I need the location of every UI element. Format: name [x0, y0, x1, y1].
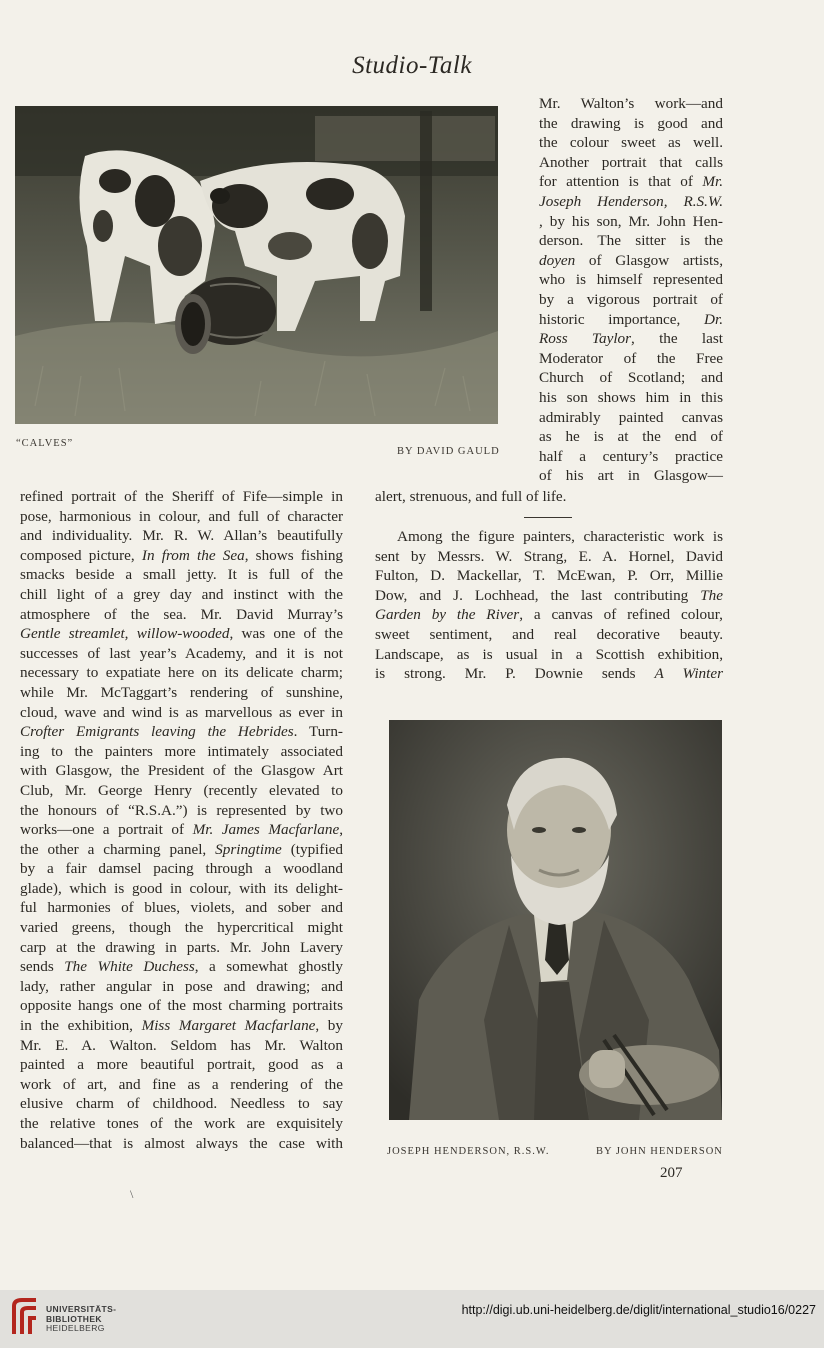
library-name-line: HEIDELBERG [46, 1323, 105, 1333]
text-line: the honours of “R.S.A.”) is represented by two [20, 801, 343, 819]
right-top-column [539, 94, 723, 486]
left-column [20, 487, 343, 1153]
text-line: Gentle streamlet, willow-wooded, was one of the [20, 625, 343, 643]
italic-title: A Winter [654, 665, 724, 683]
text-line: Crofter Emigrants leaving the Hebrides. Turn- [20, 723, 343, 741]
italic-title: The [700, 586, 723, 604]
text-line: Church of Scotland; and [539, 369, 723, 387]
italic-word: doyen [539, 251, 576, 269]
right-continuation [375, 487, 725, 507]
text-line: Another portrait that calls [539, 153, 723, 171]
italic-title: Springtime [215, 840, 282, 858]
portrait-illustration [389, 720, 722, 1120]
text-line: Ross Taylor, the last [539, 330, 723, 348]
text-line: Mr. Walton’s work—and [539, 95, 723, 112]
text-line: glade), which is good in colour, with its delight- [20, 879, 343, 897]
text-line: with Glasgow, the President of the Glasgow Art [20, 762, 343, 780]
calves-caption-title: “CALVES” [16, 438, 74, 449]
text-line: sent by Messrs. W. Strang, E. A. Hornel, David [375, 547, 723, 565]
text-line: Dow, and J. Lochhead, the last contributing The [375, 586, 723, 604]
calves-illustration [15, 106, 498, 424]
text-line: necessary to expatiate here on its delicate charm; [20, 664, 343, 682]
right-mid-column [375, 527, 723, 684]
page-number: 207 [660, 1165, 683, 1181]
italic-title: Mr. [702, 173, 723, 191]
text-line: painted a more beautiful portrait, good as a [20, 1056, 343, 1074]
text-line: Mr. E. A. Walton. Seldom has Mr. Walton [20, 1036, 343, 1054]
italic-title: Mr. James Macfarlane [192, 821, 340, 839]
footer-bar [0, 1290, 824, 1348]
italic-title: In from the Sea [141, 546, 245, 564]
text-line: cloud, wave and wind is as marvellous as ever in [20, 703, 343, 721]
portrait-caption-title: JOSEPH HENDERSON, R.S.W. [387, 1146, 550, 1157]
text-line: as he is at the end of [539, 428, 723, 446]
italic-title: Joseph Henderson, R.S.W. [539, 192, 723, 210]
library-name-line: UNIVERSITÄTS- [46, 1304, 117, 1314]
text-line: by a vigorous portrait of [539, 290, 723, 308]
text-line: successes of last year’s Academy, and it is not [20, 644, 343, 662]
text-line: ful harmonies of blues, violets, and sober and [20, 899, 343, 917]
italic-title: Garden by the River [375, 606, 520, 624]
print-mark: \ [130, 1187, 134, 1201]
text-line: by a fair damsel pacing through a woodland [20, 860, 343, 878]
text-line: alert, strenuous, and full of life. [375, 488, 567, 505]
source-url-link[interactable]: http://digi.ub.uni-heidelberg.de/diglit/international_studio16/0227 [461, 1303, 816, 1317]
text-line: half a century’s practice [539, 447, 723, 465]
library-logo-icon [10, 1298, 40, 1343]
text-line: admirably painted canvas [539, 408, 723, 426]
text-line: ing to the painters more intimately associated [20, 742, 343, 760]
italic-title: Crofter Emigrants leaving the Hebrides [20, 723, 294, 741]
text-line: Club, Mr. George Henry (recently elevated to [20, 781, 343, 799]
text-line: in the exhibition, Miss Margaret Macfarlane, by [20, 1017, 343, 1035]
text-line: of his art in Glasgow— [539, 467, 723, 485]
text-line: the other a charming panel, Springtime (typified [20, 840, 343, 858]
text-line: doyen of Glasgow artists, [539, 251, 723, 269]
text-line: his son shows him in this [539, 388, 723, 406]
text-line: who is himself represented [539, 271, 723, 289]
text-line: atmosphere of the sea. Mr. David Murray’s [20, 605, 343, 623]
text-line: is strong. Mr. P. Downie sends A Winter [375, 665, 724, 683]
page-title: Studio-Talk [352, 52, 472, 79]
text-line: balanced—that is almost always the case with [20, 1134, 343, 1152]
text-line: refined portrait of the Sheriff of Fife—simple in [20, 488, 343, 505]
text-line: composed picture, In from the Sea, shows fishing [20, 546, 344, 564]
text-line: Fulton, D. Mackellar, T. McEwan, P. Orr, Millie [375, 567, 723, 585]
text-line: sweet sentiment, and real decorative beauty. [375, 625, 723, 643]
portrait-caption-artist: BY JOHN HENDERSON [596, 1146, 723, 1157]
section-divider [524, 517, 572, 518]
italic-title: Miss Margaret Macfarlane [141, 1017, 316, 1035]
italic-title: Ross Taylor [539, 330, 632, 348]
text-line: chill light of a grey day and instinct with the [20, 585, 343, 603]
text-line: Landscape, as is usual in a Scottish exhibition, [375, 645, 723, 663]
text-line: for attention is that of Mr. [539, 173, 723, 191]
library-name-line: BIBLIOTHEK [46, 1313, 102, 1324]
text-line: elusive charm of childhood. Needless to say [20, 1095, 343, 1113]
calves-caption-artist: BY DAVID GAULD [397, 446, 500, 457]
text-line: and individuality. Mr. R. W. Allan’s beautifully [20, 527, 343, 545]
italic-title: Dr. [704, 310, 723, 328]
italic-title: Gentle streamlet, willow-wooded [20, 625, 230, 643]
text-line: works—one a portrait of Mr. James Macfarlane, [20, 821, 343, 839]
text-line: Garden by the River, a canvas of refined colour, [375, 606, 723, 624]
text-line: the drawing is good and [539, 114, 723, 132]
text-line: opposite hangs one of the most charming portraits [20, 997, 343, 1015]
text-line: derson. The sitter is the [539, 232, 723, 250]
text-line: carp at the drawing in parts. Mr. John Lavery [20, 938, 343, 956]
text-line: pose, harmonious in colour, and full of character [20, 507, 343, 525]
text-line: , by his son, Mr. John Hen- [539, 212, 723, 230]
text-line: while Mr. McTaggart’s rendering of sunshine, [20, 683, 343, 701]
text-line: Among the figure painters, characteristic work is [397, 528, 723, 545]
library-name [46, 1305, 116, 1334]
text-line: historic importance, Dr. [539, 310, 723, 328]
text-line: the relative tones of the work are exquisitely [20, 1115, 343, 1132]
text-line [539, 192, 723, 212]
italic-title: The White Duchess [64, 958, 195, 976]
text-line: sends The White Duchess, a somewhat ghostly [20, 958, 344, 976]
text-line: smacks beside a small jetty. It is full of the [20, 566, 343, 584]
text-line: the colour sweet as well. [539, 134, 723, 152]
text-line: varied greens, though the hypercritical might [20, 919, 343, 937]
text-line: work of art, and fine as a rendering of the [20, 1075, 343, 1093]
text-line: Moderator of the Free [539, 349, 723, 367]
text-line: lady, rather angular in pose and drawing; and [20, 977, 343, 995]
